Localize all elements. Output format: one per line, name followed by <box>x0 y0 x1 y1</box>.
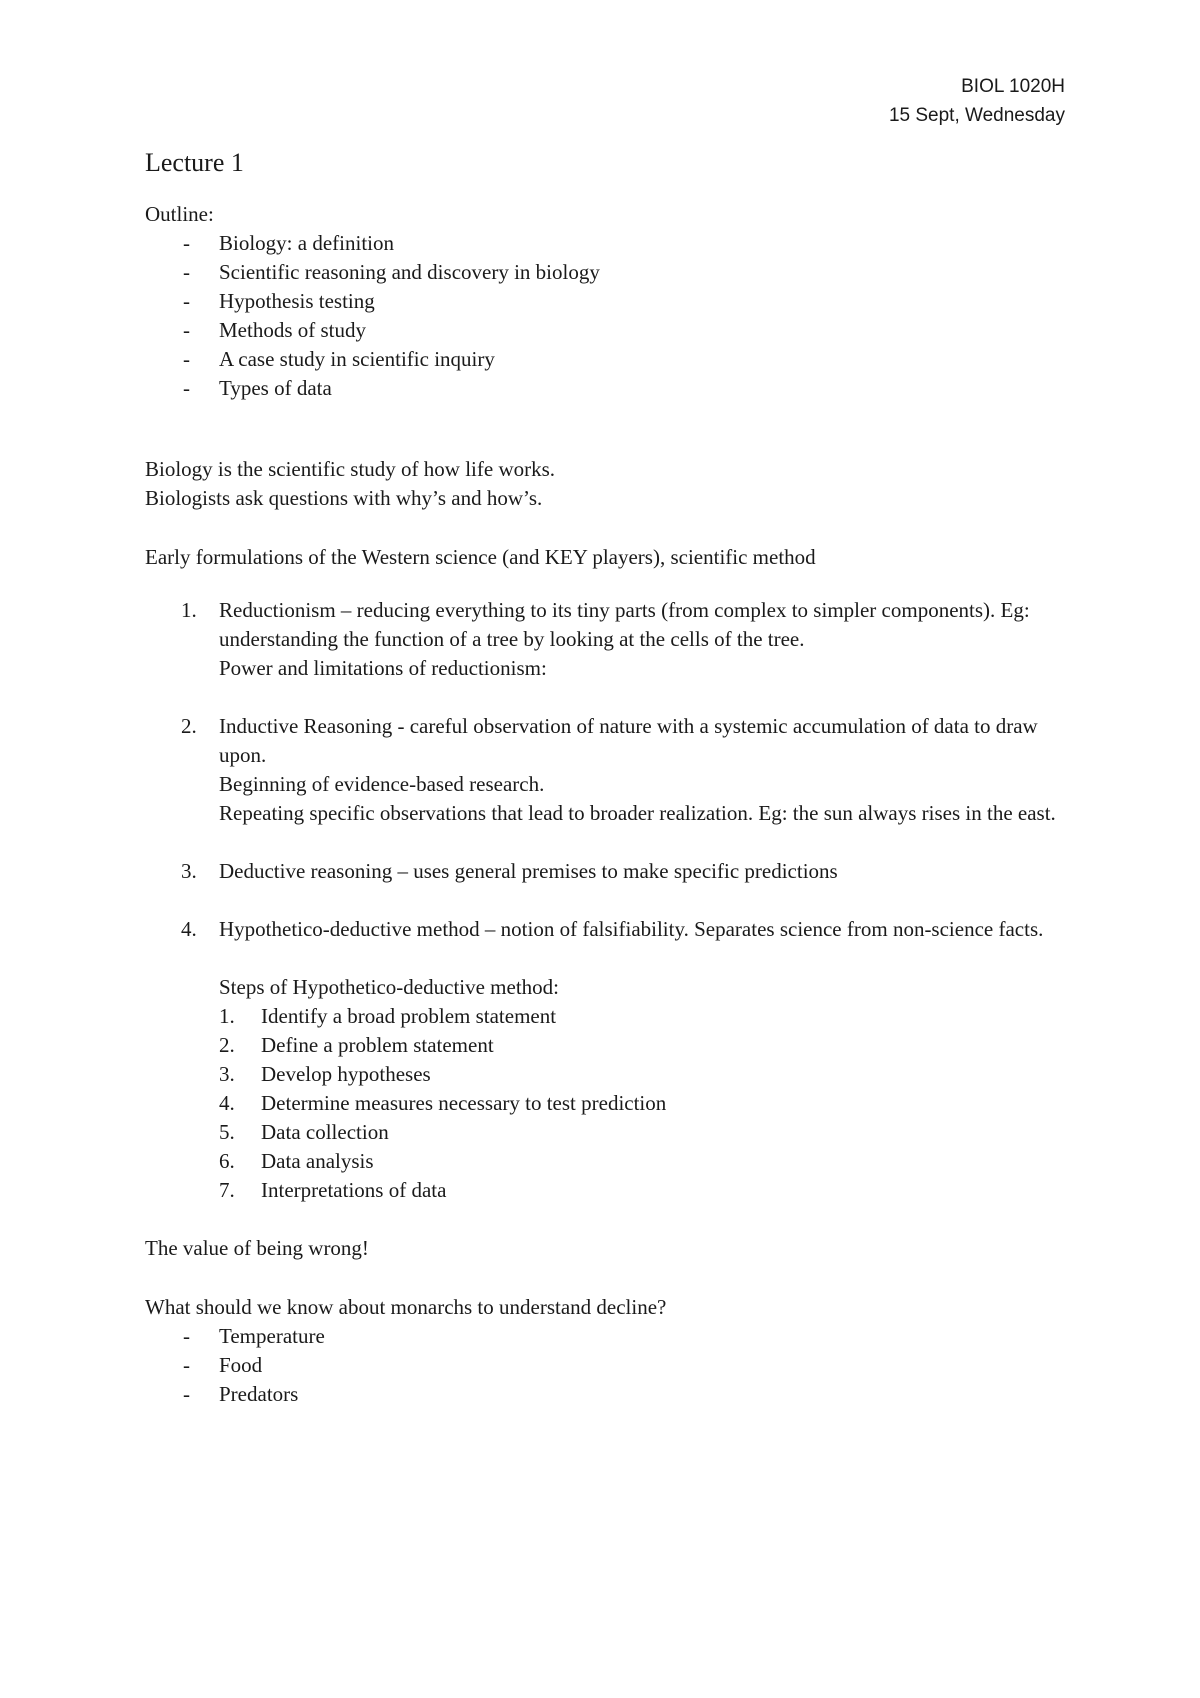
list-item: - Scientific reasoning and discovery in biology <box>145 258 1065 287</box>
page-title: Lecture 1 <box>145 148 244 177</box>
early-heading: Early formulations of the Western science (and KEY players), scientific method <box>145 545 816 569</box>
methods-list <box>145 596 1065 1205</box>
list-item: - Temperature <box>145 1322 1065 1351</box>
definition-line: Biology is the scientific study of how life works. <box>145 457 556 481</box>
outline-label: Outline: <box>145 202 214 226</box>
step-number: 4. <box>219 1091 235 1115</box>
list-item <box>219 1031 1065 1060</box>
item-number: 2. <box>181 714 197 738</box>
list-item: - Methods of study <box>145 316 1065 345</box>
step-text: Data collection <box>261 1120 389 1144</box>
step-number: 5. <box>219 1120 235 1144</box>
step-number: 1. <box>219 1004 235 1028</box>
list-item <box>219 1089 1065 1118</box>
list-item: - Biology: a definition <box>145 229 1065 258</box>
step-text: Develop hypotheses <box>261 1062 431 1086</box>
definition-section <box>145 455 1065 513</box>
outline-section <box>145 200 1065 403</box>
list-item <box>219 1118 1065 1147</box>
item-number: 1. <box>181 598 197 622</box>
step-text: Interpretations of data <box>261 1178 447 1202</box>
list-item <box>145 596 1065 683</box>
item-number: 3. <box>181 859 197 883</box>
step-text: Identify a broad problem statement <box>261 1004 557 1028</box>
list-item <box>145 915 1065 1205</box>
item-text: Hypothetico-deductive method – notion of falsifiability. Separates science from non-science facts. <box>219 917 1044 941</box>
item-text: Beginning of evidence-based research. <box>219 772 545 796</box>
list-item: - Hypothesis testing <box>145 287 1065 316</box>
step-text: Define a problem statement <box>261 1033 494 1057</box>
document-body <box>145 146 1065 1409</box>
outline-list <box>145 229 1065 403</box>
item-number: 4. <box>181 917 197 941</box>
monarchs-section <box>145 1293 1065 1409</box>
list-item: - Types of data <box>145 374 1065 403</box>
list-item: - A case study in scientific inquiry <box>145 345 1065 374</box>
monarchs-question: What should we know about monarchs to understand decline? <box>145 1295 667 1319</box>
list-item <box>219 1002 1065 1031</box>
item-text: Power and limitations of reductionism: <box>219 656 547 680</box>
step-text: Determine measures necessary to test prediction <box>261 1091 667 1115</box>
list-item: - Food <box>145 1351 1065 1380</box>
list-item <box>145 857 1065 886</box>
step-number: 3. <box>219 1062 235 1086</box>
document-header <box>889 72 1065 130</box>
list-item: - Predators <box>145 1380 1065 1409</box>
item-text: Reductionism – reducing everything to its tiny parts (from complex to simpler components). Eg: understanding the function of a tree by looking at the cells of the tree. <box>219 598 1030 651</box>
step-text: Data analysis <box>261 1149 374 1173</box>
steps-heading: Steps of Hypothetico-deductive method: <box>219 975 560 999</box>
item-text: Deductive reasoning – uses general premises to make specific predictions <box>219 859 838 883</box>
list-item <box>219 1176 1065 1205</box>
value-of-being-wrong: The value of being wrong! <box>145 1236 369 1260</box>
list-item <box>219 1147 1065 1176</box>
step-number: 7. <box>219 1178 235 1202</box>
definition-line: Biologists ask questions with why’s and how’s. <box>145 486 543 510</box>
lecture-date: 15 Sept, Wednesday <box>888 105 1065 126</box>
step-number: 6. <box>219 1149 235 1173</box>
item-text: Inductive Reasoning - careful observation of nature with a systemic accumulation of data to draw upon. <box>219 714 1038 767</box>
steps-list <box>219 1002 1065 1205</box>
step-number: 2. <box>219 1033 235 1057</box>
list-item <box>145 712 1065 828</box>
list-item <box>219 1060 1065 1089</box>
item-text: Repeating specific observations that lead to broader realization. Eg: the sun always rises in the east. <box>219 801 1056 825</box>
course-code: BIOL 1020H <box>961 76 1065 97</box>
monarchs-list <box>145 1322 1065 1409</box>
